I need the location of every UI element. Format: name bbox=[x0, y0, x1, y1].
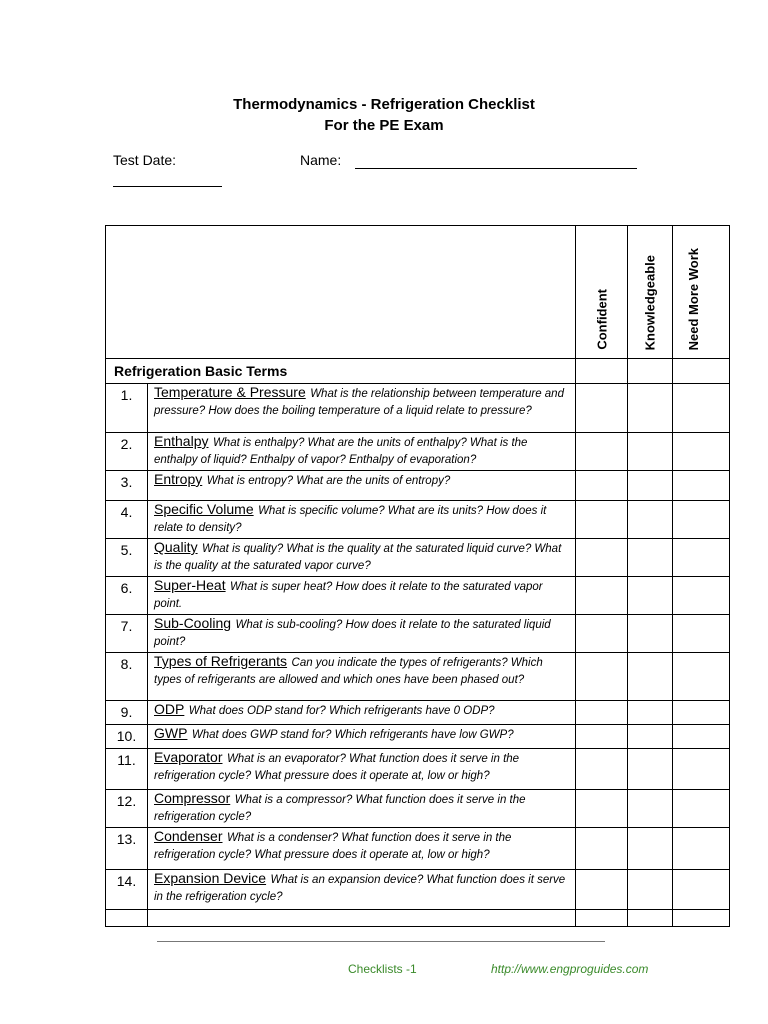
checklist-row bbox=[106, 653, 730, 701]
footer-divider bbox=[157, 941, 605, 942]
checkbox-need-more-work[interactable] bbox=[673, 471, 730, 501]
document-title: Thermodynamics - Refrigeration Checklist bbox=[233, 96, 535, 113]
checkbox-need-more-work[interactable] bbox=[673, 749, 730, 790]
item-number: 1. bbox=[106, 384, 148, 433]
checkbox-knowledgeable[interactable] bbox=[628, 790, 673, 828]
item-term: Sub-Cooling bbox=[154, 615, 232, 631]
column-header-knowledgeable bbox=[628, 226, 673, 359]
item-description bbox=[148, 615, 576, 653]
item-description bbox=[148, 471, 576, 501]
item-term: GWP bbox=[154, 725, 188, 741]
item-number: 7. bbox=[106, 615, 148, 653]
item-question: What is the relationship between temperature and pressure? How does the boiling temperature of a liquid relate to pressure? bbox=[154, 388, 564, 417]
checkbox-knowledgeable[interactable] bbox=[628, 701, 673, 725]
checklist-row bbox=[106, 870, 730, 910]
checkbox-confident[interactable] bbox=[576, 910, 628, 927]
item-description bbox=[148, 384, 576, 433]
item-number: 6. bbox=[106, 577, 148, 615]
checkbox-knowledgeable[interactable] bbox=[628, 870, 673, 910]
item-term: Enthalpy bbox=[154, 433, 209, 449]
checkbox-need-more-work[interactable] bbox=[673, 828, 730, 870]
checkbox-knowledgeable[interactable] bbox=[628, 725, 673, 749]
item-number: 10. bbox=[106, 725, 148, 749]
item-number: 3. bbox=[106, 471, 148, 501]
item-question: What is a compressor? What function does it serve in the refrigeration cycle? bbox=[154, 794, 526, 823]
checkbox-confident[interactable] bbox=[576, 749, 628, 790]
section-row bbox=[106, 359, 730, 384]
checkbox-confident[interactable] bbox=[576, 653, 628, 701]
item-term: Super-Heat bbox=[154, 577, 226, 593]
checkbox-knowledgeable[interactable] bbox=[628, 749, 673, 790]
item-question: What does ODP stand for? Which refrigerants have 0 ODP? bbox=[188, 705, 495, 717]
item-question: What is sub-cooling? How does it relate to the saturated liquid point? bbox=[154, 619, 551, 648]
checkbox-need-more-work[interactable] bbox=[673, 701, 730, 725]
item-term: Expansion Device bbox=[154, 870, 267, 886]
checkbox-confident[interactable] bbox=[576, 725, 628, 749]
checkbox-knowledgeable[interactable] bbox=[628, 910, 673, 927]
knowledgeable-label: Knowledgeable bbox=[642, 254, 658, 350]
item-description bbox=[148, 749, 576, 790]
item-term: Evaporator bbox=[154, 749, 223, 765]
item-question: Can you indicate the types of refrigerants? Which types of refrigerants are allowed and which ones have been phased out? bbox=[154, 657, 543, 686]
checkbox-need-more-work[interactable] bbox=[673, 790, 730, 828]
blank-row bbox=[106, 910, 730, 927]
checkbox-need-more-work[interactable] bbox=[673, 384, 730, 433]
item-number: 13. bbox=[106, 828, 148, 870]
checklist-row bbox=[106, 471, 730, 501]
section-check-need-more-work bbox=[673, 359, 730, 384]
checklist-row bbox=[106, 539, 730, 577]
section-check-knowledgeable bbox=[628, 359, 673, 384]
blank-description-cell bbox=[148, 910, 576, 927]
checkbox-knowledgeable[interactable] bbox=[628, 653, 673, 701]
checklist-row bbox=[106, 790, 730, 828]
item-term: Temperature & Pressure bbox=[154, 384, 306, 400]
checkbox-confident[interactable] bbox=[576, 790, 628, 828]
item-question: What is specific volume? What are its units? How does it relate to density? bbox=[154, 505, 547, 534]
checkbox-confident[interactable] bbox=[576, 433, 628, 471]
item-question: What is super heat? How does it relate to the saturated vapor point. bbox=[154, 581, 543, 610]
name-label: Name: bbox=[300, 152, 342, 168]
need-more-work-label: Need More Work bbox=[686, 247, 701, 350]
checkbox-confident[interactable] bbox=[576, 384, 628, 433]
checklist-row bbox=[106, 433, 730, 471]
blank-number-cell bbox=[106, 910, 148, 927]
item-number: 12. bbox=[106, 790, 148, 828]
section-check-confident bbox=[576, 359, 628, 384]
checkbox-need-more-work[interactable] bbox=[673, 615, 730, 653]
item-description bbox=[148, 725, 576, 749]
item-description bbox=[148, 539, 576, 577]
item-description bbox=[148, 433, 576, 471]
item-number: 2. bbox=[106, 433, 148, 471]
test-date-blank-line[interactable] bbox=[113, 186, 222, 187]
item-question: What is entropy? What are the units of entropy? bbox=[206, 475, 451, 487]
item-question: What is quality? What is the quality at the saturated liquid curve? What is the quality at the saturated vapor curve? bbox=[154, 543, 562, 572]
checkbox-knowledgeable[interactable] bbox=[628, 384, 673, 433]
checkbox-need-more-work[interactable] bbox=[673, 577, 730, 615]
checklist-row bbox=[106, 615, 730, 653]
checkbox-confident[interactable] bbox=[576, 615, 628, 653]
checklist-row bbox=[106, 577, 730, 615]
item-question: What is enthalpy? What are the units of enthalpy? What is the enthalpy of liquid? Enthalpy of vapor? Enthalpy of evaporation? bbox=[154, 437, 528, 466]
checkbox-need-more-work[interactable] bbox=[673, 539, 730, 577]
checkbox-knowledgeable[interactable] bbox=[628, 433, 673, 471]
item-term: Condenser bbox=[154, 828, 223, 844]
checklist-row bbox=[106, 384, 730, 433]
item-term: ODP bbox=[154, 701, 185, 717]
item-term: Entropy bbox=[154, 471, 203, 487]
item-description bbox=[148, 701, 576, 725]
item-description bbox=[148, 870, 576, 910]
item-description bbox=[148, 501, 576, 539]
item-term: Types of Refrigerants bbox=[154, 653, 288, 669]
item-description bbox=[148, 790, 576, 828]
checklist-row bbox=[106, 701, 730, 725]
checkbox-confident[interactable] bbox=[576, 577, 628, 615]
footer-url-link[interactable]: http://www.engproguides.com bbox=[491, 962, 649, 976]
test-date-label: Test Date: bbox=[113, 152, 177, 168]
item-number: 4. bbox=[106, 501, 148, 539]
checkbox-need-more-work[interactable] bbox=[673, 725, 730, 749]
checkbox-confident[interactable] bbox=[576, 701, 628, 725]
column-header-need-more-work bbox=[673, 226, 730, 359]
name-blank-line[interactable] bbox=[355, 168, 637, 169]
item-description bbox=[148, 653, 576, 701]
checklist-row bbox=[106, 501, 730, 539]
checkbox-need-more-work[interactable] bbox=[673, 433, 730, 471]
checkbox-need-more-work[interactable] bbox=[673, 910, 730, 927]
item-number: 8. bbox=[106, 653, 148, 701]
checklist-table bbox=[105, 225, 730, 927]
checklist-row bbox=[106, 828, 730, 870]
checkbox-knowledgeable[interactable] bbox=[628, 615, 673, 653]
item-number: 9. bbox=[106, 701, 148, 725]
checkbox-confident[interactable] bbox=[576, 539, 628, 577]
confident-label: Confident bbox=[594, 289, 609, 350]
item-number: 5. bbox=[106, 539, 148, 577]
checklist-row bbox=[106, 749, 730, 790]
checkbox-confident[interactable] bbox=[576, 870, 628, 910]
footer-page-number: Checklists -1 bbox=[348, 962, 417, 976]
checkbox-confident[interactable] bbox=[576, 471, 628, 501]
checkbox-need-more-work[interactable] bbox=[673, 653, 730, 701]
item-question: What is an expansion device? What function does it serve in the refrigeration cycle? bbox=[154, 874, 566, 903]
checkbox-knowledgeable[interactable] bbox=[628, 828, 673, 870]
item-question: What is a condenser? What function does it serve in the refrigeration cycle? What pressure does it operate at, low or high? bbox=[154, 832, 512, 861]
checkbox-need-more-work[interactable] bbox=[673, 870, 730, 910]
item-term: Quality bbox=[154, 539, 198, 555]
checkbox-knowledgeable[interactable] bbox=[628, 471, 673, 501]
item-question: What is an evaporator? What function does it serve in the refrigeration cycle? What pressure does it operate at, low or high? bbox=[154, 753, 520, 782]
item-question: What does GWP stand for? Which refrigerants have low GWP? bbox=[191, 729, 514, 741]
checkbox-need-more-work[interactable] bbox=[673, 501, 730, 539]
item-description bbox=[148, 577, 576, 615]
checkbox-knowledgeable[interactable] bbox=[628, 501, 673, 539]
item-number: 11. bbox=[106, 749, 148, 790]
item-term: Specific Volume bbox=[154, 501, 254, 517]
item-description bbox=[148, 828, 576, 870]
checkbox-confident[interactable] bbox=[576, 501, 628, 539]
item-term: Compressor bbox=[154, 790, 231, 806]
item-number: 14. bbox=[106, 870, 148, 910]
document-subtitle: For the PE Exam bbox=[324, 117, 444, 134]
checkbox-knowledgeable[interactable] bbox=[628, 577, 673, 615]
header-blank-cell bbox=[106, 226, 576, 359]
column-header-confident bbox=[576, 226, 628, 359]
checkbox-confident[interactable] bbox=[576, 828, 628, 870]
checklist-row bbox=[106, 725, 730, 749]
section-heading: Refrigeration Basic Terms bbox=[106, 359, 576, 384]
header-row bbox=[106, 226, 730, 359]
checkbox-knowledgeable[interactable] bbox=[628, 539, 673, 577]
